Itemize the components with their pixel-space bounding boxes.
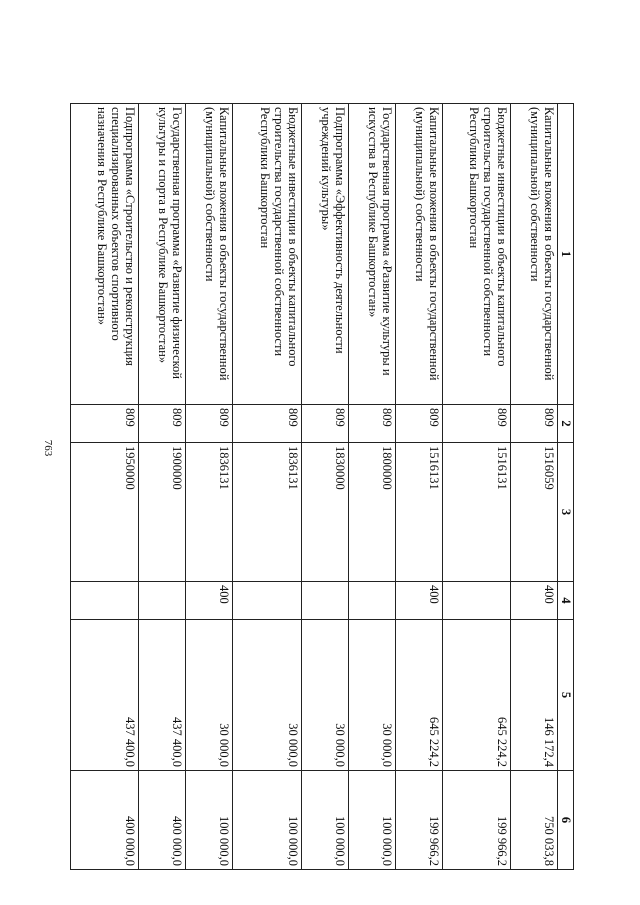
cell-description: Капитальные вложения в объекты государственной (муниципальной) собственности [186,104,233,405]
column-header-6: 6 [558,771,574,870]
column-header-5: 5 [558,620,574,771]
column-header-3: 3 [558,443,574,582]
cell-amount-1: 30 000,0 [348,620,395,771]
cell-expense-type: 400 [510,582,557,620]
cell-amount-1: 645 224,2 [442,620,510,771]
cell-description: Подпрограмма «Строительство и реконструкция специализированных объектов спортивного назначения в Республике Башкортостан» [71,104,139,405]
cell-ministry-code: 809 [71,405,139,443]
cell-expense-type [442,582,510,620]
cell-description: Капитальные вложения в объекты государственной (муниципальной) собственности [510,104,557,405]
column-header-4: 4 [558,582,574,620]
cell-ministry-code: 809 [510,405,557,443]
page-number: 763 [42,439,54,457]
table-row [442,104,510,870]
cell-expense-type [71,582,139,620]
cell-amount-1: 437 400,0 [71,620,139,771]
table-row [71,104,139,870]
cell-expense-type [233,582,301,620]
cell-target-article: 1516059 [510,443,557,582]
table-row [348,104,395,870]
cell-description: Бюджетные инвестиции в объекты капитального строительства государственной собственности Республики Башкортостан [442,104,510,405]
table-row [395,104,442,870]
cell-amount-2: 199 966,2 [442,771,510,870]
cell-description: Государственная программа «Развитие физической культуры и спорта в Республике Башкортостан» [139,104,186,405]
cell-amount-2: 100 000,0 [301,771,348,870]
cell-amount-1: 645 224,2 [395,620,442,771]
table-row [186,104,233,870]
cell-target-article: 1830000 [301,443,348,582]
cell-ministry-code: 809 [442,405,510,443]
cell-amount-2: 100 000,0 [186,771,233,870]
cell-amount-2: 400 000,0 [139,771,186,870]
column-header-2: 2 [558,405,574,443]
table-header-row [558,104,574,870]
cell-description: Бюджетные инвестиции в объекты капитального строительства государственной собственности Республики Башкортостан [233,104,301,405]
cell-target-article: 1950000 [71,443,139,582]
cell-expense-type: 400 [395,582,442,620]
table-row [301,104,348,870]
cell-target-article: 1800000 [348,443,395,582]
cell-target-article: 1836131 [233,443,301,582]
cell-ministry-code: 809 [395,405,442,443]
cell-ministry-code: 809 [233,405,301,443]
cell-amount-1: 30 000,0 [233,620,301,771]
cell-amount-2: 100 000,0 [348,771,395,870]
cell-target-article: 1836131 [186,443,233,582]
cell-expense-type: 400 [186,582,233,620]
cell-description: Подпрограмма «Эффективность деятельности учреждений культуры» [301,104,348,405]
column-header-1: 1 [558,104,574,405]
cell-amount-1: 437 400,0 [139,620,186,771]
cell-amount-2: 100 000,0 [233,771,301,870]
table-row [510,104,557,870]
cell-expense-type [348,582,395,620]
cell-amount-2: 400 000,0 [71,771,139,870]
cell-target-article: 1516131 [442,443,510,582]
cell-ministry-code: 809 [348,405,395,443]
cell-ministry-code: 809 [301,405,348,443]
cell-ministry-code: 809 [139,405,186,443]
table-row [233,104,301,870]
budget-table-wrapper [70,103,574,869]
cell-amount-1: 30 000,0 [301,620,348,771]
table-row [139,104,186,870]
cell-amount-2: 750 033,8 [510,771,557,870]
cell-description: Государственная программа «Развитие культуры и искусства в Республике Башкортостан» [348,104,395,405]
cell-expense-type [301,582,348,620]
cell-target-article: 1516131 [395,443,442,582]
budget-table [70,103,574,870]
cell-expense-type [139,582,186,620]
cell-amount-1: 146 172,4 [510,620,557,771]
cell-ministry-code: 809 [186,405,233,443]
cell-description: Капитальные вложения в объекты государственной (муниципальной) собственности [395,104,442,405]
cell-amount-1: 30 000,0 [186,620,233,771]
cell-target-article: 1900000 [139,443,186,582]
cell-amount-2: 199 966,2 [395,771,442,870]
